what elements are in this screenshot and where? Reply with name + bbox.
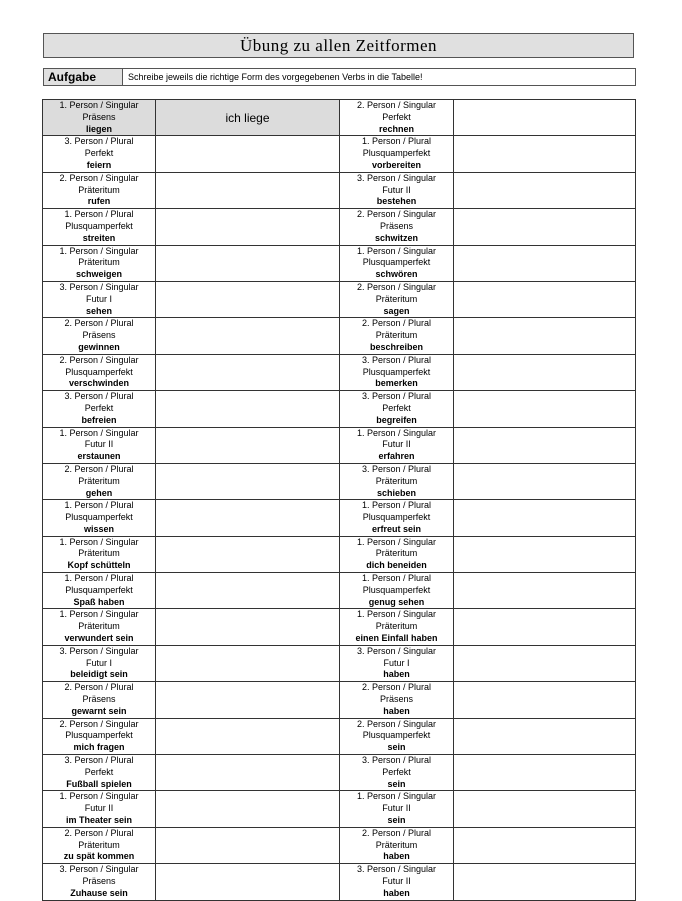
- verb-label: erstaunen: [77, 451, 121, 462]
- prompt-cell-right: [340, 245, 454, 281]
- answer-cell-left[interactable]: [156, 281, 340, 317]
- prompt-cell-left: [43, 827, 156, 863]
- person-label: 3. Person / Plural: [361, 755, 432, 766]
- person-label: 3. Person / Singular: [59, 864, 139, 875]
- verb-label: Spaß haben: [73, 596, 125, 607]
- tense-label: Perfekt: [382, 402, 411, 413]
- verb-label: sein: [387, 815, 406, 826]
- person-label: 3. Person / Plural: [64, 755, 134, 766]
- tense-label: Perfekt: [84, 766, 114, 777]
- answer-cell-right[interactable]: [454, 318, 636, 354]
- prompt-cell-left: [43, 427, 156, 463]
- table-row: [43, 718, 636, 754]
- tense-label: Futur I: [383, 657, 410, 668]
- person-label: 3. Person / Plural: [361, 354, 432, 365]
- verb-label: erfreut sein: [371, 523, 422, 534]
- person-label: 2. Person / Plural: [64, 318, 134, 329]
- prompt-cell-right: [340, 500, 454, 536]
- verb-label: verschwinden: [68, 378, 130, 389]
- tense-label: Plusquamperfekt: [362, 512, 431, 523]
- table-row: [43, 791, 636, 827]
- verb-label: sein: [387, 778, 406, 789]
- tense-label: Perfekt: [84, 148, 114, 159]
- answer-cell-left[interactable]: [156, 791, 340, 827]
- person-label: 2. Person / Singular: [356, 718, 437, 729]
- person-label: 1. Person / Plural: [64, 500, 134, 511]
- person-label: 1. Person / Singular: [356, 791, 437, 802]
- verb-label: sein: [387, 742, 406, 753]
- prompt-cell-left: [43, 718, 156, 754]
- tense-label: Präteritum: [375, 621, 418, 632]
- answer-cell-left[interactable]: [156, 755, 340, 791]
- prompt-cell-right: [340, 463, 454, 499]
- prompt-cell-right: [340, 209, 454, 245]
- table-row: [43, 172, 636, 208]
- table-row: [43, 281, 636, 317]
- tense-label: Präteritum: [375, 330, 418, 341]
- tense-label: Präteritum: [78, 839, 120, 850]
- person-label: 1. Person / Singular: [59, 536, 139, 547]
- prompt-cell-left: [43, 281, 156, 317]
- verb-label: einen Einfall haben: [355, 633, 438, 644]
- person-label: 2. Person / Plural: [64, 827, 134, 838]
- prompt-cell-left: [43, 136, 156, 172]
- person-label: 3. Person / Singular: [59, 281, 139, 292]
- worksheet-title: Übung zu allen Zeitformen: [43, 33, 634, 58]
- answer-cell-right[interactable]: [454, 864, 636, 900]
- answer-cell-right[interactable]: [454, 827, 636, 863]
- verb-label: schwören: [375, 269, 418, 280]
- verb-label: befreien: [81, 414, 117, 425]
- exercise-table: [42, 99, 636, 901]
- tense-label: Plusquamperfekt: [362, 366, 431, 377]
- tense-label: Präteritum: [375, 839, 418, 850]
- verb-label: beleidigt sein: [70, 669, 128, 680]
- answer-cell-right[interactable]: [454, 245, 636, 281]
- prompt-cell-left: [43, 245, 156, 281]
- verb-label: sagen: [383, 305, 410, 316]
- answer-cell-right[interactable]: [454, 136, 636, 172]
- answer-cell-left[interactable]: [156, 718, 340, 754]
- verb-label: wissen: [83, 523, 114, 534]
- prompt-cell-right: [340, 354, 454, 390]
- table-row: [43, 609, 636, 645]
- answer-cell-right[interactable]: [454, 609, 636, 645]
- answer-cell-right[interactable]: [454, 391, 636, 427]
- tense-label: Präteritum: [375, 293, 418, 304]
- verb-label: begreifen: [376, 414, 417, 425]
- answer-cell-left[interactable]: [156, 573, 340, 609]
- table-row: [43, 209, 636, 245]
- person-label: 1. Person / Plural: [361, 573, 432, 584]
- tense-label: Plusquamperfekt: [362, 148, 431, 159]
- person-label: 2. Person / Plural: [64, 682, 134, 693]
- verb-label: rufen: [87, 196, 111, 207]
- table-row: [43, 500, 636, 536]
- table-row: [43, 645, 636, 681]
- task-box: [43, 68, 636, 86]
- tense-label: Präteritum: [78, 184, 120, 195]
- person-label: 1. Person / Singular: [356, 245, 437, 256]
- person-label: 3. Person / Singular: [356, 864, 437, 875]
- tense-label: Perfekt: [84, 402, 114, 413]
- answer-cell-left[interactable]: [156, 645, 340, 681]
- prompt-cell-left: [43, 536, 156, 572]
- person-label: 3. Person / Singular: [59, 645, 139, 656]
- person-label: 1. Person / Singular: [59, 609, 139, 620]
- answer-cell-right[interactable]: [454, 281, 636, 317]
- prompt-cell-left: [43, 318, 156, 354]
- verb-label: haben: [383, 887, 410, 898]
- tense-label: Präteritum: [375, 475, 418, 486]
- verb-label: beschreiben: [369, 341, 424, 352]
- prompt-cell-left: [43, 791, 156, 827]
- verb-label: erfahren: [378, 451, 415, 462]
- tense-label: Plusquamperfekt: [65, 730, 133, 741]
- tense-label: Perfekt: [382, 111, 411, 122]
- tense-label: Präteritum: [78, 475, 120, 486]
- person-label: 1. Person / Plural: [64, 573, 134, 584]
- verb-label: verwundert sein: [64, 633, 134, 644]
- person-label: 3. Person / Plural: [361, 463, 432, 474]
- prompt-cell-right: [340, 536, 454, 572]
- table-row: [43, 864, 636, 900]
- person-label: 1. Person / Plural: [361, 500, 432, 511]
- prompt-cell-right: [340, 318, 454, 354]
- tense-label: Präsens: [82, 694, 116, 705]
- person-label: 2. Person / Plural: [64, 463, 134, 474]
- answer-cell-left[interactable]: [156, 209, 340, 245]
- prompt-cell-left: [43, 573, 156, 609]
- tense-label: Präsens: [82, 111, 116, 122]
- verb-label: bemerken: [375, 378, 418, 389]
- prompt-cell-right: [340, 864, 454, 900]
- prompt-cell-right: [340, 172, 454, 208]
- verb-label: haben: [383, 851, 410, 862]
- answer-cell-left[interactable]: [156, 136, 340, 172]
- person-label: 1. Person / Singular: [356, 536, 437, 547]
- tense-label: Präsens: [82, 330, 116, 341]
- prompt-cell-left: [43, 391, 156, 427]
- person-label: 3. Person / Plural: [361, 391, 432, 402]
- verb-label: Zuhause sein: [70, 887, 128, 898]
- verb-label: dich beneiden: [366, 560, 427, 571]
- verb-label: vorbereiten: [371, 159, 422, 170]
- verb-label: Kopf schütteln: [67, 560, 131, 571]
- person-label: 1. Person / Singular: [356, 609, 437, 620]
- verb-label: streiten: [82, 232, 116, 243]
- answer-cell-left[interactable]: ich liege: [156, 100, 340, 136]
- person-label: 2. Person / Singular: [356, 209, 437, 220]
- prompt-cell-left: [43, 100, 156, 136]
- person-label: 2. Person / Plural: [361, 318, 432, 329]
- verb-label: genug sehen: [368, 596, 425, 607]
- person-label: 3. Person / Singular: [356, 645, 437, 656]
- verb-label: schwitzen: [374, 232, 418, 243]
- tense-label: Plusquamperfekt: [65, 366, 133, 377]
- table-row: [43, 427, 636, 463]
- answer-cell-right[interactable]: [454, 500, 636, 536]
- answer-cell-right[interactable]: [454, 463, 636, 499]
- answer-cell-left[interactable]: [156, 864, 340, 900]
- task-label: Aufgabe: [44, 69, 123, 85]
- prompt-cell-left: [43, 172, 156, 208]
- tense-label: Futur II: [382, 803, 411, 814]
- person-label: 2. Person / Singular: [59, 354, 139, 365]
- table-row: [43, 573, 636, 609]
- tense-label: Futur II: [382, 876, 411, 886]
- prompt-cell-right: [340, 573, 454, 609]
- tense-label: Präsens: [379, 220, 414, 231]
- prompt-cell-left: [43, 682, 156, 718]
- table-row: [43, 827, 636, 863]
- tense-label: Präsens: [82, 876, 116, 886]
- prompt-cell-right: [340, 718, 454, 754]
- prompt-cell-left: [43, 609, 156, 645]
- table-row: [43, 354, 636, 390]
- answer-cell-right[interactable]: [454, 755, 636, 791]
- person-label: 1. Person / Singular: [59, 245, 139, 256]
- answer-cell-left[interactable]: [156, 500, 340, 536]
- task-instruction: Schreibe jeweils die richtige Form des vorgegebenen Verbs in die Tabelle!: [123, 69, 635, 85]
- answer-cell-left[interactable]: [156, 827, 340, 863]
- answer-cell-left[interactable]: [156, 609, 340, 645]
- verb-label: haben: [383, 669, 410, 680]
- answer-cell-right[interactable]: [454, 354, 636, 390]
- verb-label: gewarnt sein: [71, 705, 127, 716]
- answer-cell-right[interactable]: [454, 172, 636, 208]
- prompt-cell-right: [340, 136, 454, 172]
- prompt-cell-right: [340, 100, 454, 136]
- table-row: [43, 755, 636, 791]
- tense-label: Plusquamperfekt: [65, 220, 133, 231]
- tense-label: Präteritum: [78, 621, 120, 632]
- tense-label: Plusquamperfekt: [362, 257, 431, 268]
- prompt-cell-left: [43, 463, 156, 499]
- verb-label: sehen: [85, 305, 112, 316]
- prompt-cell-right: [340, 827, 454, 863]
- tense-label: Präteritum: [78, 257, 120, 268]
- person-label: 1. Person / Plural: [361, 136, 432, 147]
- verb-label: zu spät kommen: [63, 851, 135, 862]
- tense-label: Perfekt: [382, 766, 411, 777]
- answer-cell-right[interactable]: [454, 645, 636, 681]
- person-label: 1. Person / Plural: [64, 209, 134, 220]
- table-row: [43, 391, 636, 427]
- answer-cell-left[interactable]: [156, 427, 340, 463]
- prompt-cell-left: [43, 500, 156, 536]
- table-row: [43, 136, 636, 172]
- table-row: [43, 100, 636, 136]
- table-row: [43, 463, 636, 499]
- verb-label: mich fragen: [73, 742, 125, 753]
- tense-label: Futur I: [85, 657, 112, 668]
- tense-label: Futur II: [84, 803, 114, 814]
- verb-label: gehen: [85, 487, 113, 498]
- person-label: 2. Person / Singular: [59, 172, 139, 183]
- prompt-cell-left: [43, 864, 156, 900]
- verb-label: Fußball spielen: [66, 778, 132, 789]
- person-label: 2. Person / Singular: [356, 100, 437, 110]
- answer-cell-right[interactable]: [454, 718, 636, 754]
- answer-cell-left[interactable]: [156, 536, 340, 572]
- answer-cell-right[interactable]: [454, 791, 636, 827]
- tense-label: Plusquamperfekt: [362, 730, 431, 741]
- prompt-cell-left: [43, 209, 156, 245]
- person-label: 3. Person / Plural: [64, 391, 134, 402]
- table-row: [43, 318, 636, 354]
- answer-cell-left[interactable]: [156, 245, 340, 281]
- prompt-cell-right: [340, 609, 454, 645]
- prompt-cell-right: [340, 755, 454, 791]
- verb-label: schieben: [376, 487, 416, 498]
- verb-label: bestehen: [376, 196, 417, 207]
- person-label: 2. Person / Plural: [361, 827, 432, 838]
- prompt-cell-right: [340, 281, 454, 317]
- tense-label: Futur II: [84, 439, 114, 450]
- answer-cell-right[interactable]: [454, 573, 636, 609]
- answer-cell-left[interactable]: [156, 172, 340, 208]
- prompt-cell-left: [43, 755, 156, 791]
- prompt-cell-right: [340, 682, 454, 718]
- answer-cell-left[interactable]: [156, 463, 340, 499]
- answer-cell-left[interactable]: [156, 354, 340, 390]
- answer-cell-left[interactable]: [156, 682, 340, 718]
- tense-label: Plusquamperfekt: [65, 512, 133, 523]
- prompt-cell-right: [340, 791, 454, 827]
- answer-cell-right[interactable]: [454, 209, 636, 245]
- table-row: [43, 682, 636, 718]
- answer-cell-right[interactable]: [454, 427, 636, 463]
- person-label: 1. Person / Singular: [356, 427, 437, 438]
- answer-cell-right[interactable]: [454, 100, 636, 136]
- answer-cell-left[interactable]: [156, 391, 340, 427]
- person-label: 2. Person / Singular: [59, 718, 139, 729]
- answer-cell-left[interactable]: [156, 318, 340, 354]
- verb-label: feiern: [86, 159, 112, 170]
- tense-label: Futur II: [382, 184, 411, 195]
- table-row: [43, 536, 636, 572]
- person-label: 1. Person / Singular: [59, 791, 139, 802]
- verb-label: gewinnen: [78, 341, 120, 352]
- tense-label: Futur I: [85, 293, 112, 304]
- verb-label: schweigen: [75, 269, 122, 280]
- prompt-cell-left: [43, 645, 156, 681]
- verb-label: liegen: [85, 123, 112, 134]
- answer-cell-right[interactable]: [454, 536, 636, 572]
- tense-label: Präteritum: [78, 548, 120, 559]
- person-label: 2. Person / Singular: [356, 281, 437, 292]
- verb-label: im Theater sein: [65, 815, 133, 826]
- verb-label: haben: [383, 705, 410, 716]
- prompt-cell-right: [340, 427, 454, 463]
- person-label: 3. Person / Singular: [356, 172, 437, 183]
- verb-label: rechnen: [378, 123, 414, 134]
- tense-label: Plusquamperfekt: [65, 584, 133, 595]
- person-label: 3. Person / Plural: [64, 136, 134, 147]
- prompt-cell-right: [340, 645, 454, 681]
- tense-label: Plusquamperfekt: [362, 584, 431, 595]
- person-label: 1. Person / Singular: [59, 427, 139, 438]
- tense-label: Präsens: [379, 694, 414, 705]
- answer-cell-right[interactable]: [454, 682, 636, 718]
- table-row: [43, 245, 636, 281]
- person-label: 1. Person / Singular: [59, 100, 139, 110]
- person-label: 2. Person / Plural: [361, 682, 432, 693]
- tense-label: Futur II: [382, 439, 411, 450]
- tense-label: Präteritum: [375, 548, 418, 559]
- prompt-cell-left: [43, 354, 156, 390]
- prompt-cell-right: [340, 391, 454, 427]
